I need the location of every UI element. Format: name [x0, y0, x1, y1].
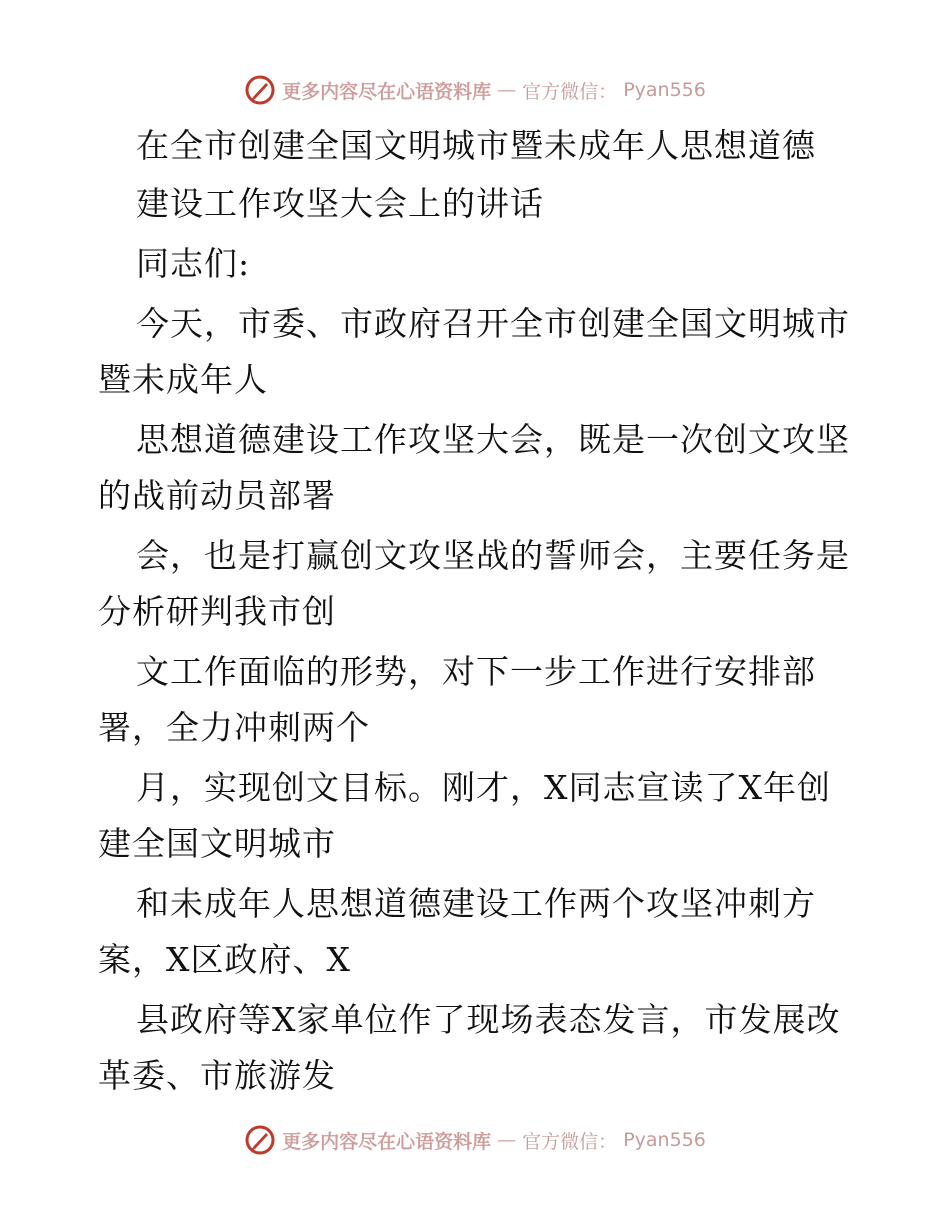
banner-wechat-label: 官方微信：: [522, 1130, 618, 1153]
paragraph-line: 建全国文明城市: [98, 824, 336, 863]
banner-wechat-id: Pyan556: [623, 1129, 706, 1151]
paragraph-line: 和未成年人思想道德建设工作两个攻坚冲刺方: [136, 884, 816, 923]
banner-wechat-id: Pyan556: [623, 79, 706, 101]
paragraph-line: 会，也是打赢创文攻坚战的誓师会，主要任务是: [136, 536, 850, 575]
paragraph-line: 今天，市委、市政府召开全市创建全国文明城市: [136, 304, 850, 343]
paragraph-line: 的战前动员部署: [98, 476, 336, 515]
paragraph-line: 署，全力冲刺两个: [98, 708, 370, 747]
feather-pen-logo-icon: [244, 74, 276, 106]
header-banner: [0, 70, 950, 110]
paragraph-line: 分析研判我市创: [98, 592, 336, 631]
banner-wechat-label: 官方微信：: [522, 80, 618, 103]
paragraph-line: 革委、市旅游发: [98, 1056, 336, 1095]
paragraph-line: 暨未成年人: [98, 360, 268, 399]
banner-main-text: 更多内容尽在心语资料库: [282, 1130, 492, 1153]
salutation: 同志们:: [136, 244, 251, 283]
paragraph-line: 思想道德建设工作攻坚大会，既是一次创文攻坚: [136, 420, 850, 459]
title-line-1: 在全市创建全国文明城市暨未成年人思想道德: [136, 126, 816, 165]
paragraph-line: 案，X区政府、X: [98, 940, 351, 979]
paragraph-line: 月，实现创文目标。刚才，X同志宣读了X年创: [136, 768, 831, 807]
footer-banner: [0, 1120, 950, 1160]
feather-pen-logo-icon: [244, 1124, 276, 1156]
banner-main-text: 更多内容尽在心语资料库: [282, 80, 492, 103]
paragraph-line: 县政府等X家单位作了现场表态发言，市发展改: [136, 1000, 841, 1039]
banner-dash: —: [497, 1129, 517, 1151]
paragraph-line: 文工作面临的形势，对下一步工作进行安排部: [136, 652, 816, 691]
title-line-2: 建设工作攻坚大会上的讲话: [136, 184, 544, 223]
banner-dash: —: [497, 79, 517, 101]
